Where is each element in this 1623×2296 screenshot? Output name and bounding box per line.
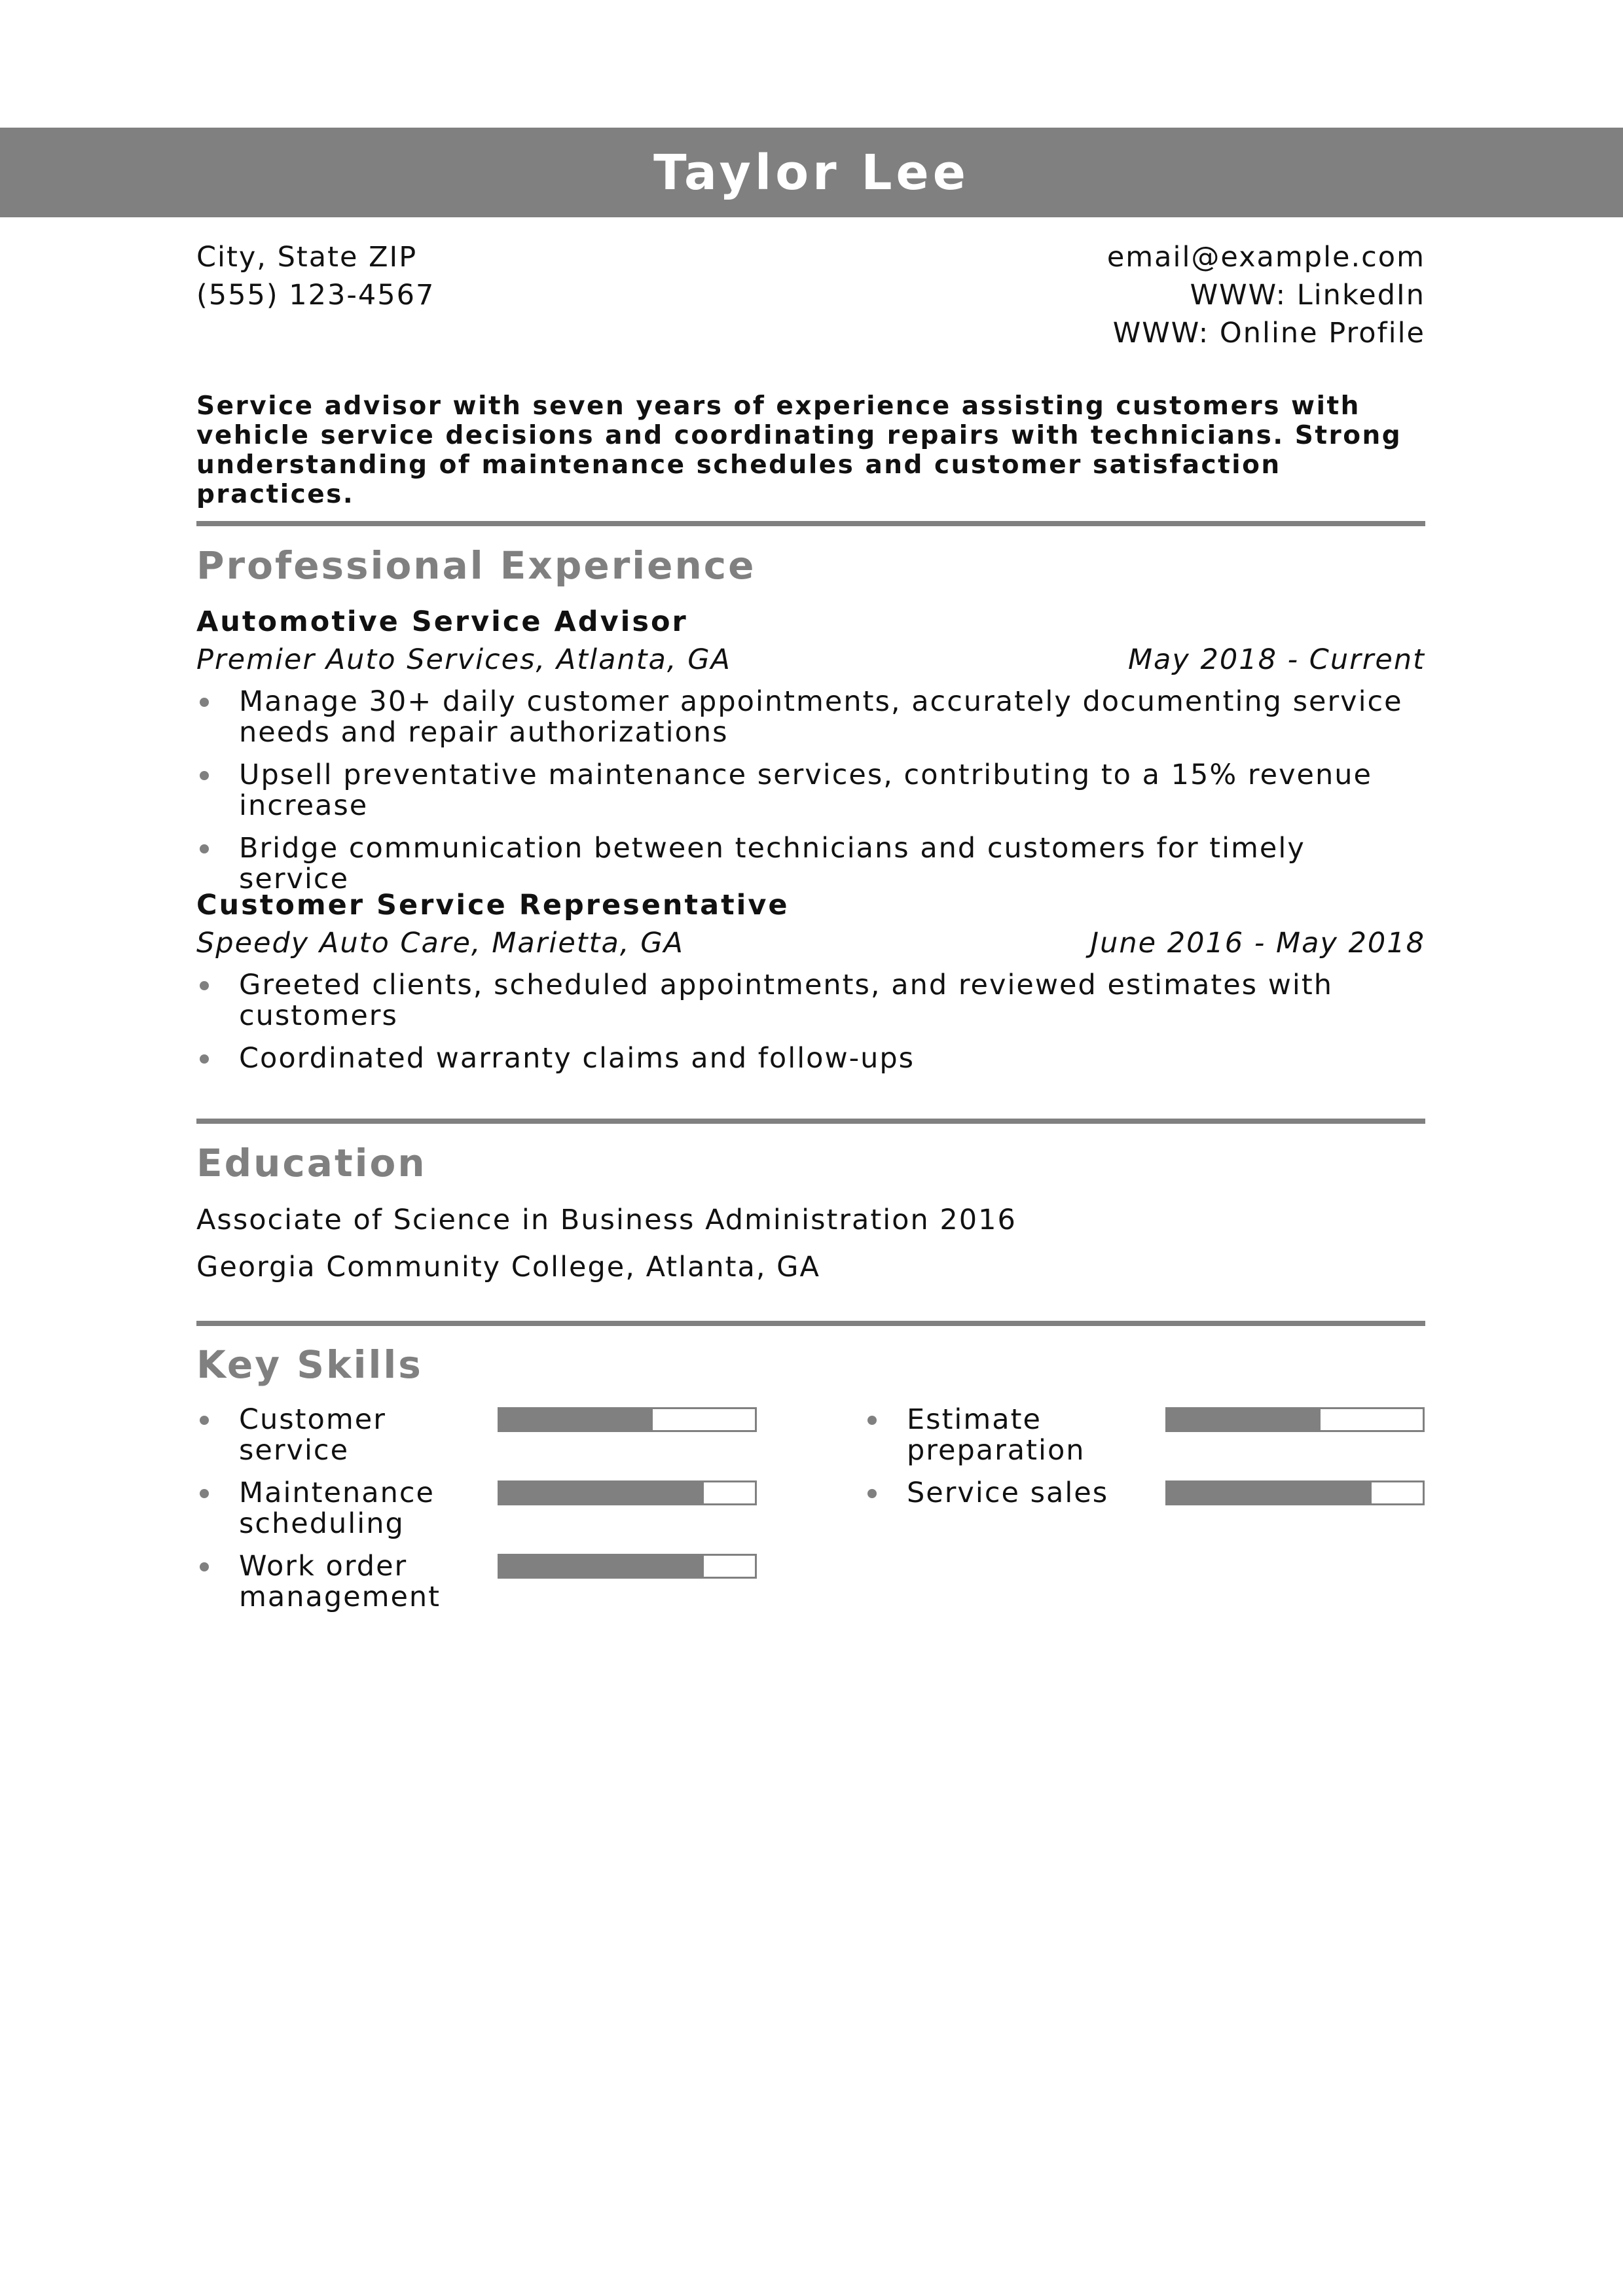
job-title: Automotive Service Advisor: [196, 605, 688, 638]
contact-right: [1107, 238, 1425, 352]
skill-name: Work order management: [239, 1551, 441, 1613]
contact-linkedin[interactable]: WWW: LinkedIn: [1190, 279, 1425, 312]
bullet-icon: [200, 698, 209, 707]
skill-name: Maintenance scheduling: [239, 1478, 435, 1539]
skill-level-bar: [1165, 1407, 1425, 1432]
contact-location: City, State ZIP: [196, 241, 418, 274]
bullet-icon: [200, 1562, 209, 1571]
section-title-education: Education: [196, 1141, 427, 1185]
job-entry: [196, 886, 1425, 1086]
education-degree: Associate of Science in Business Administration 2016: [196, 1204, 1017, 1236]
skill-level-bar: [498, 1407, 757, 1432]
candidate-name: Taylor Lee: [653, 144, 970, 201]
skill-level-bar: [498, 1554, 757, 1579]
section-divider: [196, 1321, 1425, 1326]
bullet-icon: [200, 981, 209, 990]
bullet-icon: [200, 844, 209, 853]
job-company: Speedy Auto Care, Marietta, GA: [196, 927, 684, 960]
bullet-icon: [200, 771, 209, 780]
contact-left: [196, 238, 435, 314]
job-entry: [196, 603, 1425, 906]
education-school: Georgia Community College, Atlanta, GA: [196, 1251, 820, 1283]
bullet-text: Coordinated warranty claims and follow-ups: [239, 1042, 915, 1075]
list-item: [196, 760, 1425, 821]
list-item: [196, 833, 1425, 895]
skill-name: Estimate preparation: [907, 1405, 1085, 1466]
bullet-text: Manage 30+ daily customer appointments, accurately documenting service needs and repair authorizations: [239, 685, 1403, 749]
skill-name: Customer service: [239, 1405, 386, 1466]
job-bullets: [196, 970, 1425, 1074]
bullet-text: Upsell preventative maintenance services, contributing to a 15% revenue increase: [239, 759, 1372, 822]
skill-level-fill: [500, 1409, 653, 1430]
professional-summary: Service advisor with seven years of experience assisting customers with vehicle service decisions and coordinating repairs with technicians. Strong understanding of maintenance schedules and customer satisfaction practices.: [196, 391, 1402, 509]
bullet-icon: [200, 1489, 209, 1498]
bullet-text: Bridge communication between technicians and customers for timely service: [239, 832, 1305, 895]
section-divider: [196, 521, 1425, 526]
list-item: [196, 1043, 1425, 1074]
section-title-experience: Professional Experience: [196, 543, 756, 588]
section-divider: [196, 1119, 1425, 1124]
skill-level-bar: [498, 1480, 757, 1505]
section-title-skills: Key Skills: [196, 1342, 423, 1387]
list-item: [196, 970, 1425, 1031]
skill-level-fill: [500, 1482, 704, 1503]
contact-email[interactable]: email@example.com: [1106, 241, 1425, 274]
job-dates: June 2016 - May 2018: [1090, 927, 1425, 960]
education-entry: [196, 1196, 1017, 1291]
bullet-icon: [200, 1416, 209, 1425]
job-dates: May 2018 - Current: [1127, 643, 1425, 676]
name-banner: [0, 128, 1623, 217]
contact-phone: (555) 123-4567: [196, 279, 435, 312]
bullet-icon: [867, 1416, 877, 1425]
skill-level-fill: [1167, 1409, 1321, 1430]
bullet-icon: [200, 1054, 209, 1064]
job-company: Premier Auto Services, Atlanta, GA: [196, 643, 731, 676]
job-meta: [196, 641, 1425, 679]
job-bullets: [196, 687, 1425, 895]
skill-level-fill: [500, 1556, 704, 1577]
contact-profile[interactable]: WWW: Online Profile: [1112, 317, 1425, 350]
job-meta: [196, 924, 1425, 962]
bullet-text: Greeted clients, scheduled appointments, and reviewed estimates with customers: [239, 969, 1333, 1032]
list-item: [196, 687, 1425, 748]
skill-level-fill: [1167, 1482, 1372, 1503]
skill-level-bar: [1165, 1480, 1425, 1505]
skill-name: Service sales: [907, 1478, 1109, 1509]
job-title: Customer Service Representative: [196, 889, 790, 922]
bullet-icon: [867, 1489, 877, 1498]
